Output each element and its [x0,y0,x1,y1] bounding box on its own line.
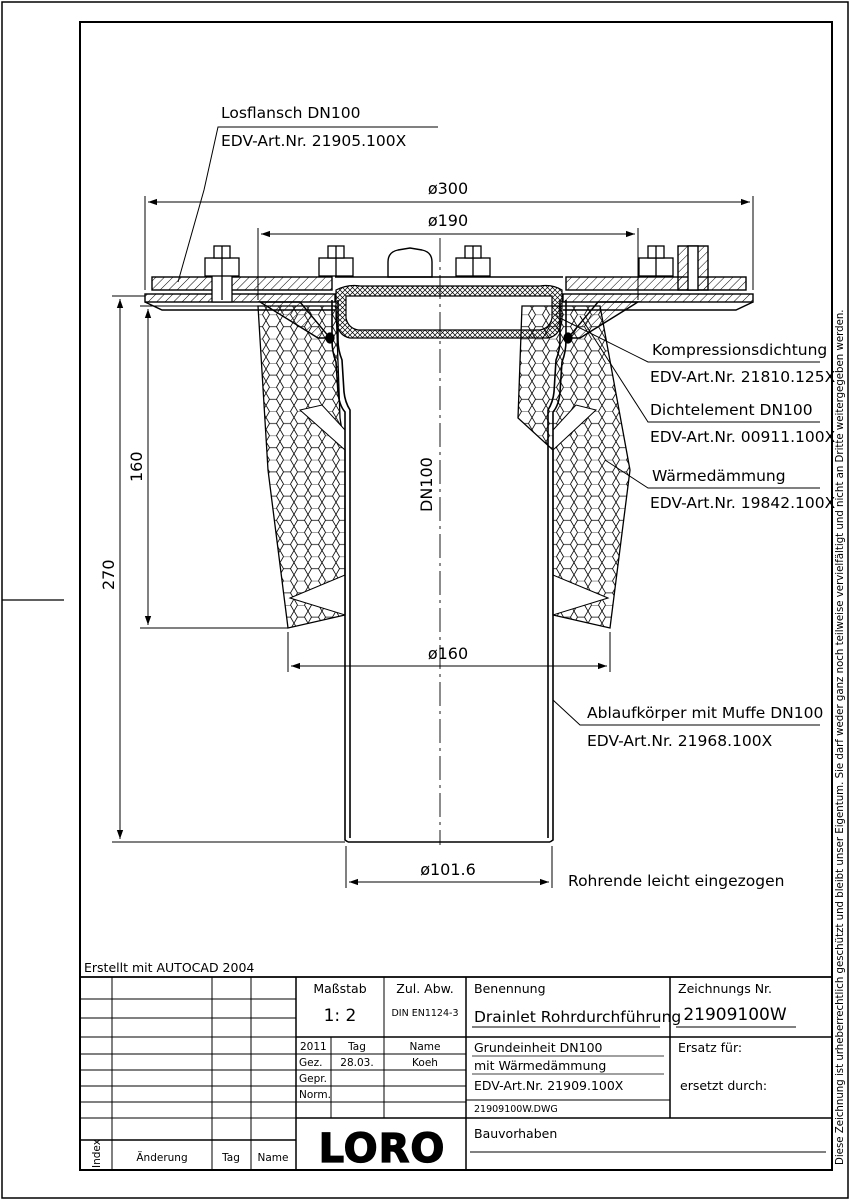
gepr-label: Gepr. [299,1073,327,1085]
label-seal-art: EDV-Art.Nr. 00911.100X [650,428,836,446]
dim-d190: ø190 [427,211,469,230]
svg-text:LORO: LORO [318,1126,446,1172]
label-body-name: Ablaufkörper mit Muffe DN100 [587,704,824,722]
day-header: Tag [222,1152,240,1164]
bolt-3 [456,246,490,276]
name-value: Drainlet Rohrdurchführung [474,1008,682,1026]
name-label: Benennung [474,981,546,996]
drawing-no-value: 21909100W [683,1005,787,1025]
desc-line1: Grundeinheit DN100 [474,1040,603,1055]
gez-name: Koeh [412,1057,438,1069]
copyright-note: Diese Zeichnung ist urheberrechtlich geschützt und bleibt unser Eigentum. Sie darf weder ganz noch teilweise vervielfältigt und nicht an Dritte weitergegeben werden. [835,309,846,1165]
scale-label: Maßstab [313,981,367,996]
label-flange-art: EDV-Art.Nr. 21905.100X [221,132,407,150]
created-with: Erstellt mit AUTOCAD 2004 [84,960,255,975]
dn-label: DN100 [417,457,436,512]
label-insul-art: EDV-Art.Nr. 19842.100X [650,494,836,512]
label-seal-name: Dichtelement DN100 [650,401,813,419]
tolerance-label: Zul. Abw. [396,981,454,996]
label-comp-art: EDV-Art.Nr. 21810.125X [650,368,836,386]
gez-date: 28.03. [340,1057,374,1069]
norm-label: Norm. [299,1089,331,1101]
bolt-4 [639,246,673,276]
name-col-label: Name [409,1041,441,1053]
desc-line3: EDV-Art.Nr. 21909.100X [474,1078,624,1093]
tolerance-value: DIN EN1124-3 [391,1008,459,1019]
gez-label: Gez. [299,1057,323,1069]
dim-h270: 270 [99,559,118,590]
year: 2011 [300,1041,327,1053]
label-comp-name: Kompressionsdichtung [652,341,828,359]
dim-d300: ø300 [427,179,469,198]
day-label: Tag [348,1041,366,1053]
dim-h160: 160 [127,451,146,482]
replaced-by-label: ersetzt durch: [680,1078,768,1093]
scale-value: 1: 2 [323,1006,357,1026]
label-pipe-note: Rohrende leicht eingezogen [568,872,785,890]
project-label: Bauvorhaben [474,1126,558,1141]
dim-d1016: ø101.6 [420,860,476,879]
desc-line2: mit Wärmedämmung [474,1058,607,1073]
loro-logo [319,1126,446,1172]
label-insul-name: Wärmedämmung [652,467,786,485]
label-body-art: EDV-Art.Nr. 21968.100X [587,732,773,750]
insulation [258,306,630,628]
file-name: 21909100W.DWG [474,1104,558,1115]
index-header: Index [91,1139,103,1168]
name-header: Name [257,1152,289,1164]
change-header: Änderung [136,1152,188,1164]
dim-d160: ø160 [427,644,469,663]
replaces-label: Ersatz für: [678,1040,743,1055]
bolt-2 [319,246,353,276]
drawing-no-label: Zeichnungs Nr. [678,981,773,996]
label-flange-name: Losflansch DN100 [221,104,361,122]
